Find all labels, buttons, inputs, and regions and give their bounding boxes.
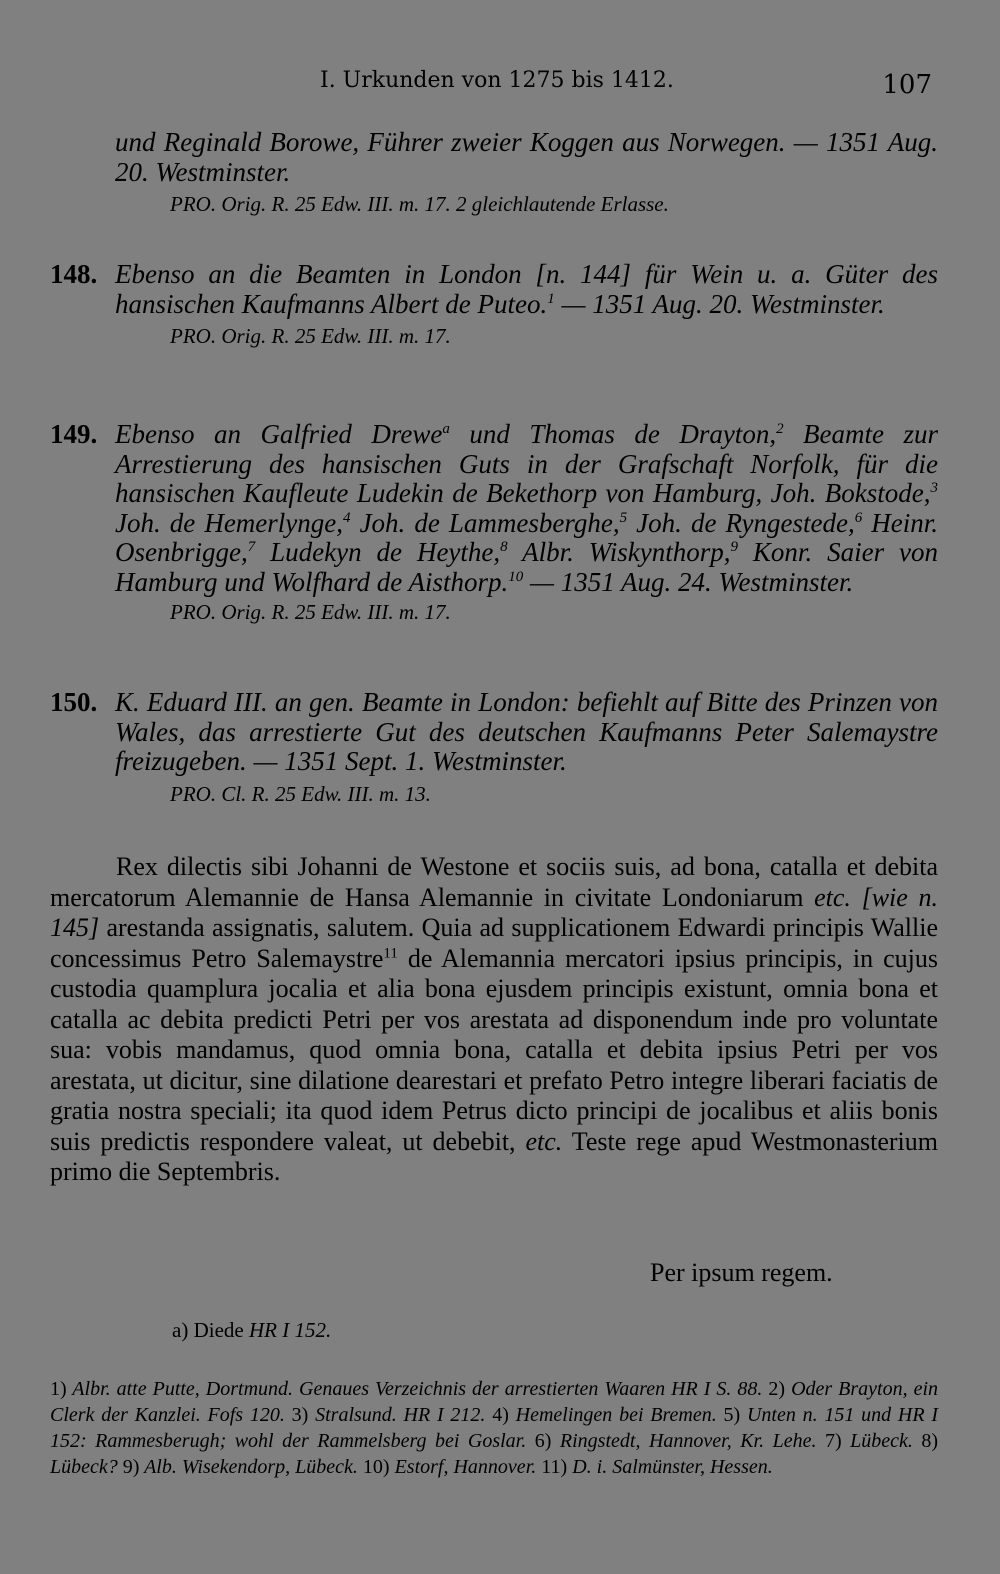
footnote-ref: 6 [854, 509, 863, 526]
entry-149-heading [50, 420, 938, 597]
footnote-text: Lübeck. [841, 1430, 913, 1452]
entry-149-text: Beamte zur Arrestierung des hansischen Guts in der Grafschaft Norfolk, für die hansischen Kaufleute Ludekin de Bekethorp von Hamburg, Joh. Bokstode, [115, 419, 939, 508]
entry-149-source: PRO. Orig. R. 25 Edw. III. m. 17. [170, 600, 451, 624]
charter-signoff: Per ipsum regem. [650, 1258, 833, 1287]
entry-149-text: Ebenso an Galfried Drewe [115, 419, 443, 449]
footnote-number: 9) [122, 1456, 140, 1478]
entry-148-date: — 1351 Aug. 20. Westminster. [554, 288, 885, 319]
footnote [123, 1456, 358, 1478]
footnote [292, 1404, 486, 1426]
footnote-ref: 2 [776, 421, 784, 437]
page-header [0, 68, 1000, 108]
charter-paragraph [50, 852, 938, 1188]
footnote-number: 2) [768, 1378, 786, 1400]
footnote [825, 1430, 913, 1452]
page-number: 107 [882, 70, 932, 100]
entry-149-text: Konr. Saier von Hamburg und Wolfhard de Aisthorp. [115, 537, 939, 597]
entry-number: 150. [50, 687, 98, 717]
charter-text-run: Rex dilectis sibi Johanni de Westone et sociis suis, ad bona, catalla et debita mercatorum Alemannie de Hansa Alemannie in civitate Londoniarum [50, 852, 938, 912]
entry-148 [50, 260, 938, 349]
footnote-text: Estorf, Hannover. [389, 1456, 537, 1478]
entry-number: 148. [50, 259, 98, 289]
charter-text-run: de Alemannia mercatori ipsius principis, in cujus custodia quamplura jocalia et alia bona ejusdem principis existunt, omnia bona et catalla ac debita predicti Petri per vos arestata ad disponendum inde pro voluntate sua: vobis mandamus, quod omnia bona, catalla et debita ipsius Petri per vos arestata, ut dicitur, sine dilatione dearestari et prefato Petro integre liberari faciatis de gratia nostra speciali; ita quod idem Petrus dicto principi de jocalibus et aliis bonis suis predictis respondere valeat, ut debebit, [50, 943, 939, 1156]
entry-148-heading [50, 260, 938, 319]
entry-150-source: PRO. Cl. R. 25 Edw. III. m. 13. [170, 781, 431, 806]
footnote-ref: 8 [500, 539, 508, 555]
footnote-ref: 7 [247, 539, 256, 555]
entry-149-date: — 1351 Aug. 24. Westminster. [523, 566, 854, 597]
variant-reference: HR I 152. [248, 1318, 332, 1342]
entry-148-text: Ebenso an die Beamten in London [n. 144] für Wein u. a. Güter des hansischen Kaufmanns Albert de Puteo. [115, 259, 938, 319]
footnote-text: Stralsund. HR I 212. [308, 1404, 486, 1426]
footnote-ref: 3 [930, 480, 938, 496]
footnote-text: Hemelingen bei Bremen. [508, 1404, 717, 1426]
entry-number: 149. [50, 419, 98, 449]
footnote-number: 8) [921, 1430, 939, 1452]
entry-148-source: PRO. Orig. R. 25 Edw. III. m. 17. [170, 324, 451, 348]
charter-text-run: Teste rege apud Westmonasterium primo die Septembris. [50, 1126, 938, 1186]
footnote-text: D. i. Salmünster, Hessen. [567, 1456, 773, 1478]
entry-149-text: Ludekyn de Heythe, [255, 537, 501, 567]
footnote-text: Albr. atte Putte, Dortmund. Genaues Verzeichnis der arrestierten Waaren HR I S. 88. [66, 1378, 763, 1400]
footnote-text: Oder Brayton, ein Clerk der Kanzlei. Fofs 120. [50, 1378, 939, 1426]
entry-147-heading: und Reginald Borowe, Führer zweier Koggen aus Norwegen. — 1351 Aug. 20. Westminster. [115, 127, 938, 187]
entry-149-text: Joh. de Ryngestede, [627, 507, 855, 538]
footnote-number: 4) [492, 1404, 509, 1426]
footnote-text: Ringstedt, Hannover, Kr. Lehe. [551, 1430, 817, 1452]
footnote [50, 1378, 762, 1400]
entry-150 [50, 688, 938, 807]
footnote-text: Unten n. 151 und HR I 152: Rammesberugh; wohl der Rammelsberg bei Goslar. [50, 1404, 939, 1452]
footnote-number: 3) [291, 1404, 309, 1426]
charter-text-run: arestanda assignatis, salutem. Quia ad supplicationem Edwardi principis Wallie concessimus Petro Salemaystre [50, 913, 938, 973]
entry-147-source: PRO. Orig. R. 25 Edw. III. m. 17. 2 gleichlautende Erlasse. [170, 192, 669, 216]
entry-149-text: Albr. Wiskynthorp, [507, 537, 731, 567]
footnote-ref: 11 [383, 944, 398, 961]
footnote-number: 10) [362, 1456, 390, 1478]
footnote-text: Lübeck? [50, 1456, 118, 1478]
variant-ref: a [442, 421, 450, 437]
charter-text [50, 852, 938, 1188]
entry-149 [50, 420, 938, 625]
editorial-etc: etc. [525, 1126, 563, 1156]
entry-149-text: Heinr. Osenbrigge, [115, 507, 939, 567]
footnote [535, 1430, 817, 1452]
footnote-number: 11) [541, 1456, 568, 1478]
entry-149-text: und Thomas de Drayton, [449, 419, 777, 449]
entry-149-text: Joh. de Lammesberghe, [350, 507, 620, 538]
footnote [492, 1404, 717, 1426]
entry-147-continued [50, 128, 938, 217]
footnote-number: 1) [50, 1378, 67, 1400]
entry-149-text: Joh. de Hemerlynge, [115, 507, 344, 538]
variant-label: a) Diede [172, 1318, 249, 1342]
footnote [363, 1456, 536, 1478]
footnote-text: Alb. Wisekendorp, Lübeck. [139, 1456, 358, 1478]
footnote-ref: 1 [547, 290, 555, 307]
running-title: I. Urkunden von 1275 bis 1412. [320, 68, 674, 93]
footnotes [50, 1376, 938, 1480]
variant-apparatus [172, 1318, 331, 1343]
footnote-ref: 10 [508, 568, 524, 585]
entry-150-text: K. Eduard III. an gen. Beamte in London: befiehlt auf Bitte des Prinzen von Wales, das arrestierte Gut des deutschen Kaufmanns Peter Salemaystre freizugeben. — 1351 Sept. 1. Westminster. [115, 687, 938, 776]
entry-150-heading [50, 688, 938, 777]
footnote-ref: 4 [343, 509, 351, 526]
editorial-reference: etc. [wie n. 145] [50, 882, 938, 942]
footnote-number: 5) [723, 1404, 741, 1426]
footnote-number: 7) [824, 1430, 842, 1452]
footnote [541, 1456, 772, 1478]
footnote-ref: 5 [619, 509, 628, 526]
footnote-number: 6) [534, 1430, 552, 1452]
footnote-ref: 9 [730, 539, 738, 555]
